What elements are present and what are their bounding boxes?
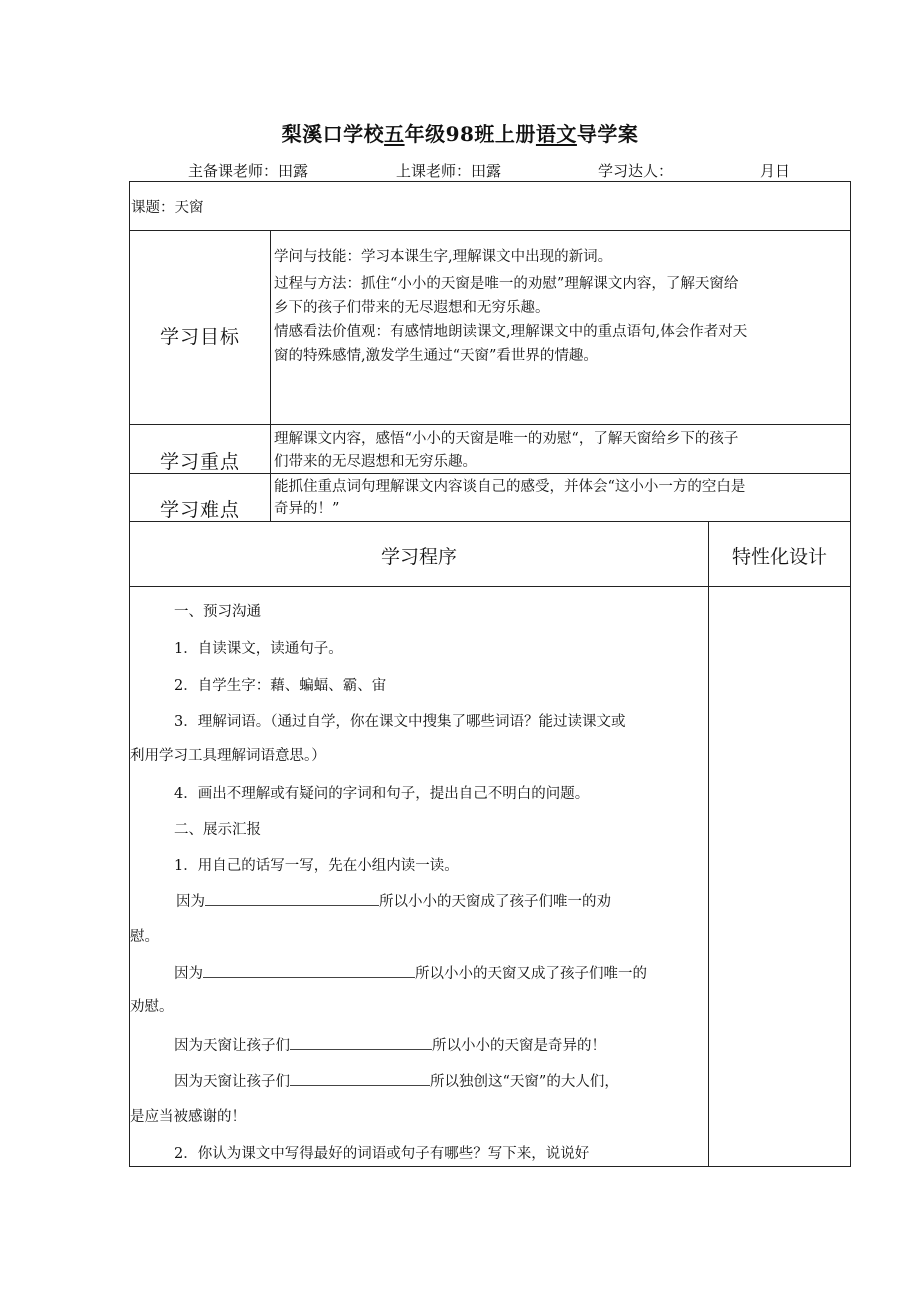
step-vocabulary-cont: 利用学习工具理解词语意思。）	[130, 748, 326, 764]
title-subject: 语文	[535, 122, 577, 146]
fill-sentence-2-cont: 劝慰。	[130, 999, 174, 1015]
step-new-characters: 2．自学生字：藉、蝙蝠、霸、宙	[174, 678, 387, 694]
title-suffix: 导学案	[576, 122, 639, 146]
fill-blank-1[interactable]	[205, 904, 379, 906]
section-report-title: 二、展示汇报	[174, 822, 261, 838]
personalized-design-header: 特性化设计	[731, 546, 827, 568]
fill-sentence-3: 因为天窗让孩子们 所以小小的天窗是奇异的！	[174, 1038, 606, 1054]
title-school: 梨溪口学校	[281, 122, 385, 146]
fill-sentence-4-cont: 是应当被感谢的！	[130, 1109, 246, 1125]
step-questions: 4．画出不理解或有疑问的字词和句子，提出自己不明白的问题。	[174, 786, 590, 802]
key-points-line-1: 理解课文内容，感悟“小小的天窗是唯一的劝慰“，了解天窗给乡下的孩子	[274, 431, 739, 447]
difficulties-line-1: 能抓住重点词句理解课文内容谈自己的感受，并体会“这小小一方的空白是	[274, 479, 746, 495]
goals-line-1: 学问与技能：学习本课生字,理解课文中出现的新词。	[274, 249, 613, 265]
goals-label: 学习目标	[159, 326, 240, 348]
key-points-label: 学习重点	[159, 451, 240, 473]
class-teacher: 上课老师：田露	[396, 162, 502, 180]
difficulties-line-2: 奇异的！”	[274, 501, 340, 517]
key-points-line-2: 们带来的无尽遐想和无穷乐趣。	[274, 454, 477, 470]
fill-blank-2[interactable]	[203, 976, 415, 978]
goals-line-5: 窗的特殊感情,激发学生通过“天窗”看世界的情趣。	[274, 348, 598, 364]
title-grade: 五	[384, 122, 405, 146]
fill-sentence-2: 因为 所以小小的天窗又成了孩子们唯一的	[174, 966, 647, 982]
goals-line-3: 乡下的孩子们带来的无尽遐想和无穷乐趣。	[274, 300, 550, 316]
step-write-read: 1．用自己的话写一写，先在小组内读一读。	[174, 858, 459, 874]
goals-line-4: 情感看法价值观：有感情地朗读课文,理解课文中的重点语句,体会作者对天	[274, 324, 748, 340]
student-name-field: 学习达人：	[598, 162, 674, 180]
step-best-sentences: 2．你认为课文中写得最好的词语或句子有哪些？写下来，说说好	[174, 1146, 590, 1162]
title-class: 年级98班上册	[404, 122, 536, 146]
fill-sentence-4: 因为天窗让孩子们 所以独创这“天窗”的大人们，	[174, 1074, 619, 1090]
goals-line-2: 过程与方法：抓住“小小的天窗是唯一的劝慰”理解课文内容，了解天窗给	[274, 276, 739, 292]
fill-blank-3[interactable]	[290, 1048, 432, 1050]
fill-sentence-1: 因为 所以小小的天窗成了孩子们唯一的劝	[176, 894, 611, 910]
section-preview-title: 一、预习沟通	[174, 604, 261, 620]
fill-sentence-1-cont: 慰。	[130, 929, 159, 945]
lesson-topic: 课题：天窗	[131, 200, 204, 216]
fill-blank-4[interactable]	[290, 1084, 430, 1086]
main-teacher: 主备课老师：田露	[188, 162, 309, 180]
date-field: 月日	[760, 162, 791, 180]
step-vocabulary: 3．理解词语。（通过自学，你在课文中搜集了哪些词语？能过读课文或	[174, 714, 626, 730]
personalized-design-cell[interactable]	[709, 587, 850, 1166]
step-read-text: 1．自读课文，读通句子。	[174, 641, 343, 657]
document-title	[0, 118, 920, 147]
difficulties-label: 学习难点	[159, 499, 240, 521]
procedure-header: 学习程序	[380, 546, 457, 568]
